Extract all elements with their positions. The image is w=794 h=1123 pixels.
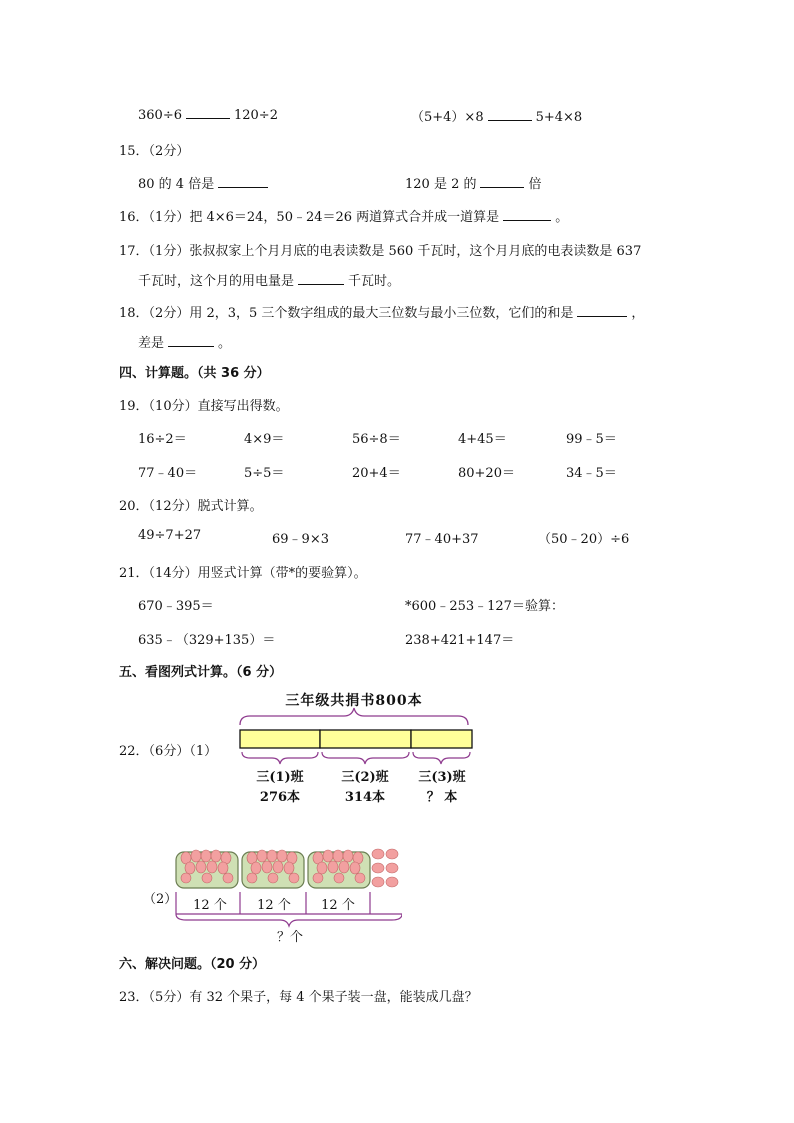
q20-item3: 77﹣40+37 xyxy=(405,532,479,547)
q21-item1: 670﹣395＝ xyxy=(138,599,214,614)
q19-r2c2: 5÷5＝ xyxy=(244,466,285,481)
section-6-title: 六、解决问题。（20 分） xyxy=(119,957,266,972)
compare-right: （5+4）×8 5+4×8 xyxy=(411,110,583,125)
tray-label-3: 12 个 xyxy=(321,898,355,913)
q19-r1c1: 16÷2＝ xyxy=(138,432,187,447)
q19-r2c4: 80+20＝ xyxy=(458,466,515,481)
q15-b: 120 是 2 的 倍 xyxy=(405,177,542,192)
bar-segment-3 xyxy=(411,730,472,748)
q19-head: 19．（10分）直接写出得数。 xyxy=(119,399,289,414)
q17-line2: 千瓦时，这个月的用电量是 千瓦时。 xyxy=(138,274,401,289)
q21-item2: *600﹣253﹣127＝验算： xyxy=(405,599,564,614)
class-label-3: 三(3)班 xyxy=(418,770,466,785)
q21-item3: 635﹣（329+135）＝ xyxy=(138,633,276,648)
q17-line1: 17．（1分）张叔叔家上个月月底的电表读数是 560 千瓦时，这个月月底的电表读数是 637 xyxy=(119,244,642,259)
top-brace xyxy=(240,708,468,725)
total-label: ？个 xyxy=(276,930,303,945)
class-label-1: 三(1)班 xyxy=(256,770,304,785)
tray-2 xyxy=(242,850,304,888)
brace-3 xyxy=(413,752,470,764)
q20-item1: 49÷7+27 xyxy=(138,528,202,543)
section-4-title: 四、计算题。（共 36 分） xyxy=(119,366,270,381)
q20-item4: （50﹣20）÷6 xyxy=(538,532,630,547)
tray-label-1: 12 个 xyxy=(193,898,227,913)
figure-title: 三年级共捐书800本 xyxy=(285,693,423,709)
book-donation-figure xyxy=(230,688,478,806)
class-value-2: 314本 xyxy=(344,790,386,805)
class-label-2: 三(2)班 xyxy=(341,770,389,785)
q19-r1c5: 99﹣5＝ xyxy=(566,432,617,447)
q19-r2c5: 34﹣5＝ xyxy=(566,466,617,481)
bar-segment-2 xyxy=(320,730,411,748)
q19-r1c2: 4×9＝ xyxy=(244,432,285,447)
egg-tray-figure xyxy=(172,838,402,946)
q19-r1c4: 4+45＝ xyxy=(458,432,507,447)
bar-segment-1 xyxy=(240,730,320,748)
q15-head: 15．（2分） xyxy=(119,144,190,159)
class-value-3: ？ 本 xyxy=(426,790,458,805)
section-5-title: 五、看图列式计算。（6 分） xyxy=(119,665,283,680)
loose-eggs xyxy=(372,849,398,887)
compare-left: 360÷6 120÷2 xyxy=(138,108,278,123)
q20-item2: 69﹣9×3 xyxy=(272,532,329,547)
q20-head: 20．（12分）脱式计算。 xyxy=(119,499,263,514)
q18-line2: 差是 。 xyxy=(138,336,232,351)
tray-label-2: 12 个 xyxy=(257,898,291,913)
tray-3 xyxy=(308,850,370,888)
q21-head: 21．（14分）用竖式计算（带*的要验算）。 xyxy=(119,566,367,581)
q19-r2c3: 20+4＝ xyxy=(352,466,401,481)
q21-item4: 238+421+147＝ xyxy=(405,633,515,648)
total-brace xyxy=(176,914,402,926)
q18-line1: 18．（2分）用 2，3，5 三个数字组成的最大三位数与最小三位数，它们的和是 ， xyxy=(119,306,645,321)
q15-a: 80 的 4 倍是 xyxy=(138,173,272,192)
q23: 23．（5分）有 32 个果子，每 4 个果子装一盘，能装成几盘？ xyxy=(119,990,478,1005)
q22-part2-label: （2） xyxy=(143,892,178,907)
brace-1 xyxy=(242,752,318,764)
class-value-1: 276本 xyxy=(259,790,301,805)
tray-1 xyxy=(176,850,238,888)
q19-r1c3: 56÷8＝ xyxy=(352,432,401,447)
q19-r2c1: 77﹣40＝ xyxy=(138,466,198,481)
q22-head: 22．（6分）（1） xyxy=(119,744,218,759)
q16: 16．（1分）把 4×6＝24，50﹣24＝26 两道算式合并成一道算是 。 xyxy=(119,210,569,225)
brace-2 xyxy=(322,752,409,764)
